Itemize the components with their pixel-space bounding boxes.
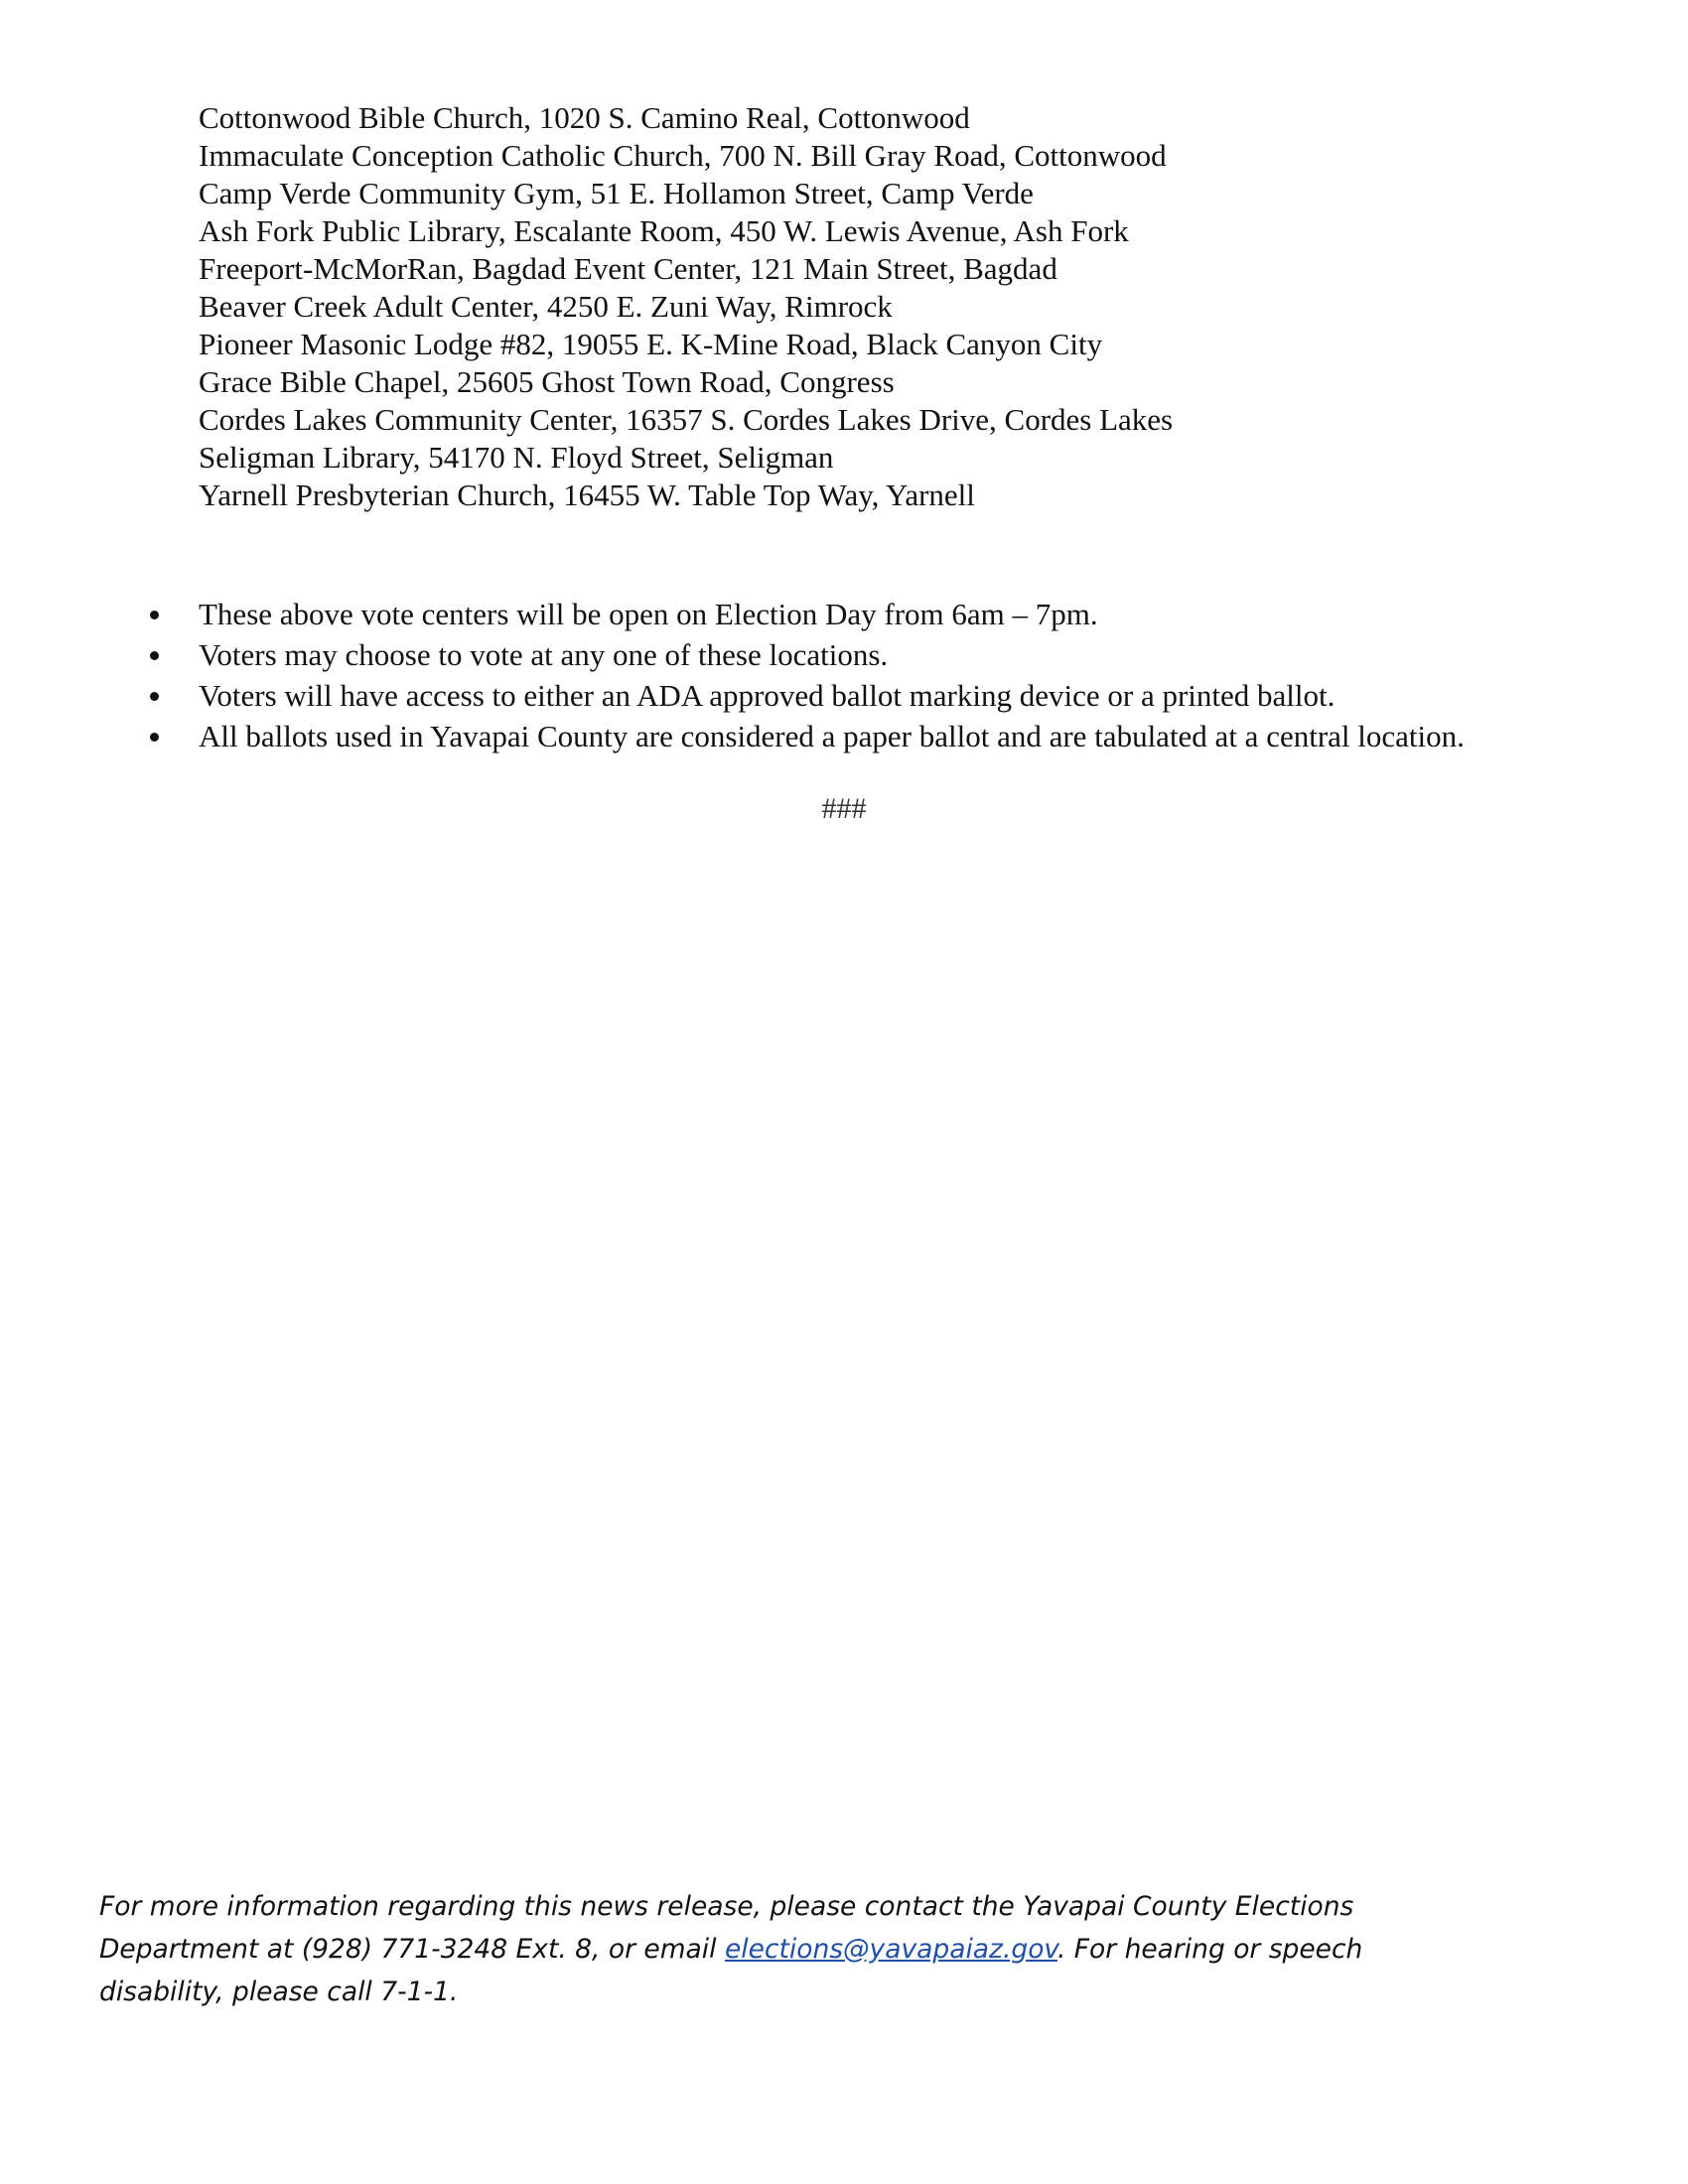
info-bullet-text: All ballots used in Yavapai County are considered a paper ballot and are tabulated at a central location. bbox=[199, 719, 1465, 753]
vote-center-item: Beaver Creek Adult Center, 4250 E. Zuni Way, Rimrock bbox=[199, 289, 893, 324]
contact-footer bbox=[99, 1885, 1430, 2013]
contact-text-after: . For hearing or speech disability, please call 7-1-1. bbox=[99, 1933, 1363, 2007]
vote-center-item: Immaculate Conception Catholic Church, 700 N. Bill Gray Road, Cottonwood bbox=[199, 138, 1167, 173]
vote-center-item: Seligman Library, 54170 N. Floyd Street, Seligman bbox=[199, 440, 834, 475]
info-bullet-list bbox=[149, 594, 1465, 756]
info-bullet-item bbox=[149, 675, 1465, 716]
vote-center-item: Cordes Lakes Community Center, 16357 S. Cordes Lakes Drive, Cordes Lakes bbox=[199, 402, 1174, 437]
info-bullet-text: Voters will have access to either an ADA approved ballot marking device or a printed ballot. bbox=[199, 678, 1336, 713]
info-bullet-item bbox=[149, 716, 1465, 756]
vote-center-item: Yarnell Presbyterian Church, 16455 W. Table Top Way, Yarnell bbox=[199, 478, 975, 512]
info-bullet-item bbox=[149, 634, 1465, 675]
bullet-icon bbox=[150, 692, 159, 701]
info-bullet-text: These above vote centers will be open on Election Day from 6am – 7pm. bbox=[199, 597, 1098, 631]
vote-center-item: Cottonwood Bible Church, 1020 S. Camino Real, Cottonwood bbox=[199, 100, 970, 135]
vote-center-item: Pioneer Masonic Lodge #82, 19055 E. K-Mine Road, Black Canyon City bbox=[199, 327, 1103, 361]
vote-center-item: Camp Verde Community Gym, 51 E. Hollamon Street, Camp Verde bbox=[199, 176, 1034, 210]
vote-center-list bbox=[199, 99, 1173, 514]
info-bullet-text: Voters may choose to vote at any one of these locations. bbox=[199, 637, 889, 672]
info-bullet-item bbox=[149, 594, 1465, 634]
bullet-icon bbox=[150, 611, 159, 619]
vote-center-item: Ash Fork Public Library, Escalante Room, 450 W. Lewis Avenue, Ash Fork bbox=[199, 213, 1129, 248]
bullet-icon bbox=[150, 733, 159, 742]
email-link[interactable]: elections@yavapaiaz.gov bbox=[724, 1933, 1057, 1965]
bullet-icon bbox=[150, 651, 159, 660]
end-of-release-mark: ### bbox=[821, 792, 867, 825]
vote-center-item: Grace Bible Chapel, 25605 Ghost Town Road, Congress bbox=[199, 364, 895, 399]
contact-text-before: For more information regarding this news release, please contact the Yavapai County Elections Department at (928) 771-3248 Ext. 8, or email bbox=[99, 1890, 1354, 1965]
vote-center-item: Freeport-McMorRan, Bagdad Event Center, 121 Main Street, Bagdad bbox=[199, 251, 1057, 286]
